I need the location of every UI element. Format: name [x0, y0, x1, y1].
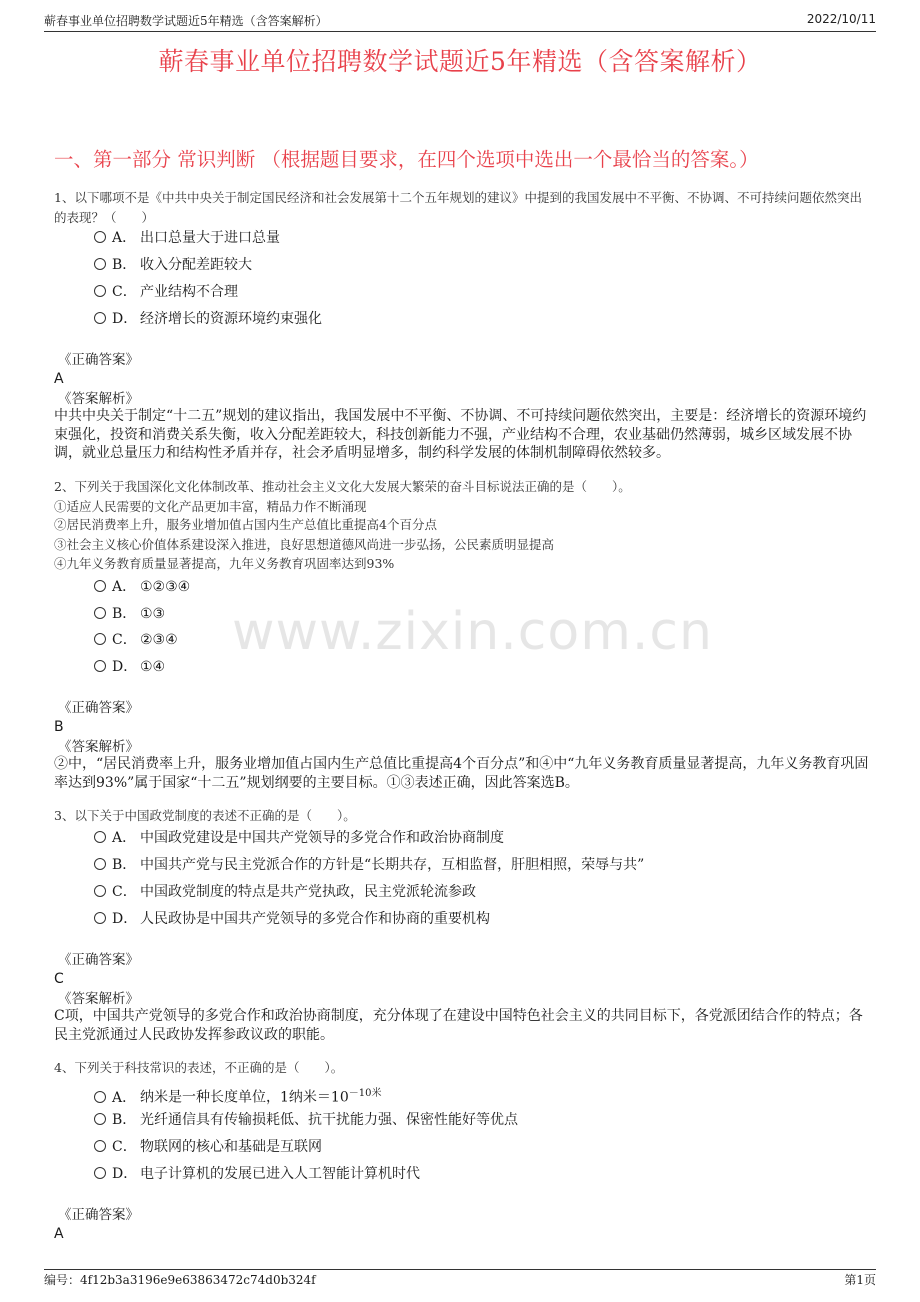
radio-icon[interactable] — [94, 660, 106, 672]
analysis-text: C项，中国共产党领导的多党合作和政治协商制度，充分体现了在建设中国特色社会主义的共同目标下，各党派团结合作的特点；各民主党派通过人民政协发挥参政议政的职能。 — [54, 1008, 863, 1043]
option-c[interactable] — [94, 281, 238, 303]
option-letter: C． — [112, 632, 137, 648]
option-c[interactable] — [94, 881, 476, 903]
document-title: 蕲春事业单位招聘数学试题近5年精选（含答案解析） — [158, 47, 762, 76]
option-letter: B． — [112, 857, 137, 873]
option-text: 中国政党制度的特点是共产党执政，民主党派轮流参政 — [140, 884, 476, 900]
correct-answer-label: 《正确答案》 — [58, 700, 139, 716]
radio-icon[interactable] — [94, 607, 106, 619]
question-stem: 3、以下关于中国政党制度的表述不正确的是（ ）。 — [54, 808, 356, 823]
correct-answer: C — [54, 971, 64, 987]
option-d[interactable] — [94, 308, 322, 330]
option-b[interactable] — [94, 603, 165, 625]
option-letter: D． — [112, 659, 138, 675]
option-a[interactable] — [94, 827, 504, 849]
document-id: 编号：4f12b3a3196e9e63863472c74d0b324f — [44, 1273, 316, 1287]
radio-icon[interactable] — [94, 1140, 106, 1152]
analysis-label: 《答案解析》 — [58, 391, 139, 407]
option-a[interactable] — [94, 1083, 381, 1105]
option-d[interactable] — [94, 908, 490, 930]
option-text: 出口总量大于进口总量 — [140, 230, 280, 246]
radio-icon[interactable] — [94, 885, 106, 897]
analysis-label: 《答案解析》 — [58, 991, 139, 1007]
option-superscript: －10米 — [348, 1088, 382, 1099]
option-text: ②③④ — [140, 632, 178, 648]
correct-answer-label: 《正确答案》 — [58, 1207, 139, 1223]
option-text: 纳米是一种长度单位，1纳米＝10 — [140, 1089, 349, 1106]
question-stem: 1、以下哪项不是《中共中央关于制定国民经济和社会发展第十二个五年规划的建议》中提到的我国发展中不平衡、不协调、不可持续问题依然突出的表现？（ ） — [54, 190, 862, 225]
option-letter: A． — [112, 230, 137, 246]
option-b[interactable] — [94, 854, 644, 876]
option-text: 人民政协是中国共产党领导的多党合作和协商的重要机构 — [140, 911, 490, 927]
radio-icon[interactable] — [94, 633, 106, 645]
question-stem: 2、下列关于我国深化文化体制改革、推动社会主义文化大发展大繁荣的奋斗目标说法正确的是（ ）。 — [54, 479, 631, 494]
radio-icon[interactable] — [94, 285, 106, 297]
option-a[interactable] — [94, 227, 280, 249]
option-letter: C． — [112, 284, 137, 300]
option-text: 光纤通信具有传输损耗低、抗干扰能力强、保密性能好等优点 — [140, 1112, 518, 1128]
option-a[interactable] — [94, 576, 190, 598]
option-text: 收入分配差距较大 — [140, 257, 252, 273]
option-text: 中国共产党与民主党派合作的方针是“长期共存，互相监督，肝胆相照，荣辱与共” — [140, 857, 645, 873]
option-text: ①②③④ — [140, 579, 191, 595]
option-letter: D． — [112, 1166, 138, 1182]
option-letter: A． — [112, 579, 137, 595]
radio-icon[interactable] — [94, 912, 106, 924]
page-header — [44, 12, 876, 32]
option-letter: B． — [112, 257, 137, 273]
radio-icon[interactable] — [94, 1091, 106, 1103]
radio-icon[interactable] — [94, 831, 106, 843]
option-b[interactable] — [94, 254, 252, 276]
option-text: 产业结构不合理 — [140, 284, 238, 300]
option-text: 物联网的核心和基础是互联网 — [140, 1139, 322, 1155]
header-date: 2022/10/11 — [806, 12, 876, 26]
analysis-label: 《答案解析》 — [58, 739, 139, 755]
option-d[interactable] — [94, 1163, 420, 1185]
option-c[interactable] — [94, 1136, 322, 1158]
radio-icon[interactable] — [94, 1113, 106, 1125]
option-letter: A． — [112, 830, 137, 846]
header-divider — [44, 31, 876, 32]
analysis-text: ②中，“居民消费率上升，服务业增加值占国内生产总值比重提高4个百分点”和④中“九年义务教育质量显著提高，九年义务教育巩固率达到93%”属于国家“十二五”规划纲要的主要目标。①③表述正确，因此答案选B。 — [54, 756, 869, 791]
option-letter: B． — [112, 1112, 137, 1128]
radio-icon[interactable] — [94, 1167, 106, 1179]
option-text: ①③ — [140, 606, 166, 622]
question-stem: 4、下列关于科技常识的表述，不正确的是（ ）。 — [54, 1060, 344, 1075]
option-letter: D． — [112, 911, 138, 927]
header-doc-title: 蕲春事业单位招聘数学试题近5年精选（含答案解析） — [44, 14, 328, 28]
radio-icon[interactable] — [94, 258, 106, 270]
correct-answer-label: 《正确答案》 — [58, 352, 139, 368]
option-d[interactable] — [94, 656, 165, 678]
radio-icon[interactable] — [94, 858, 106, 870]
correct-answer: B — [54, 719, 64, 735]
radio-icon[interactable] — [94, 312, 106, 324]
statement-item: ①适应人民需要的文化产品更加丰富，精品力作不断涌现 — [54, 499, 367, 514]
option-text: 中国政党建设是中国共产党领导的多党合作和政治协商制度 — [140, 830, 504, 846]
option-c[interactable] — [94, 629, 178, 651]
option-text: 电子计算机的发展已进入人工智能计算机时代 — [140, 1166, 420, 1182]
correct-answer-label: 《正确答案》 — [58, 952, 139, 968]
correct-answer: A — [54, 1226, 64, 1242]
watermark: www.zixin.com.cn — [232, 602, 713, 662]
section-title: 一、第一部分 常识判断 （根据题目要求，在四个选项中选出一个最恰当的答案。） — [54, 148, 759, 171]
statement-item: ③社会主义核心价值体系建设深入推进，良好思想道德风尚进一步弘扬，公民素质明显提高 — [54, 537, 555, 552]
option-b[interactable] — [94, 1109, 518, 1131]
footer-divider — [44, 1269, 876, 1270]
radio-icon[interactable] — [94, 231, 106, 243]
option-letter: A． — [112, 1089, 137, 1106]
statement-item: ②居民消费率上升，服务业增加值占国内生产总值比重提高4个百分点 — [54, 517, 437, 532]
option-letter: D． — [112, 311, 138, 327]
page-number: 第1页 — [844, 1273, 876, 1287]
option-letter: B． — [112, 606, 137, 622]
statement-item: ④九年义务教育质量显著提高，九年义务教育巩固率达到93% — [54, 556, 395, 571]
option-text: 经济增长的资源环境约束强化 — [140, 311, 322, 327]
correct-answer: A — [54, 371, 64, 387]
analysis-text: 中共中央关于制定“十二五”规划的建议指出，我国发展中不平衡、不协调、不可持续问题依然突出，主要是：经济增长的资源环境约束强化，投资和消费关系失衡，收入分配差距较大，科技创新能力不强，产业结构不合理，农业基础仍然薄弱，城乡区域发展不协调，就业总量压力和结构性矛盾并存，社会矛盾明显增多，制约科学发展的体制机制障碍依然较多。 — [54, 408, 867, 461]
option-text: ①④ — [140, 659, 166, 675]
option-letter: C． — [112, 884, 137, 900]
radio-icon[interactable] — [94, 580, 106, 592]
option-letter: C． — [112, 1139, 137, 1155]
